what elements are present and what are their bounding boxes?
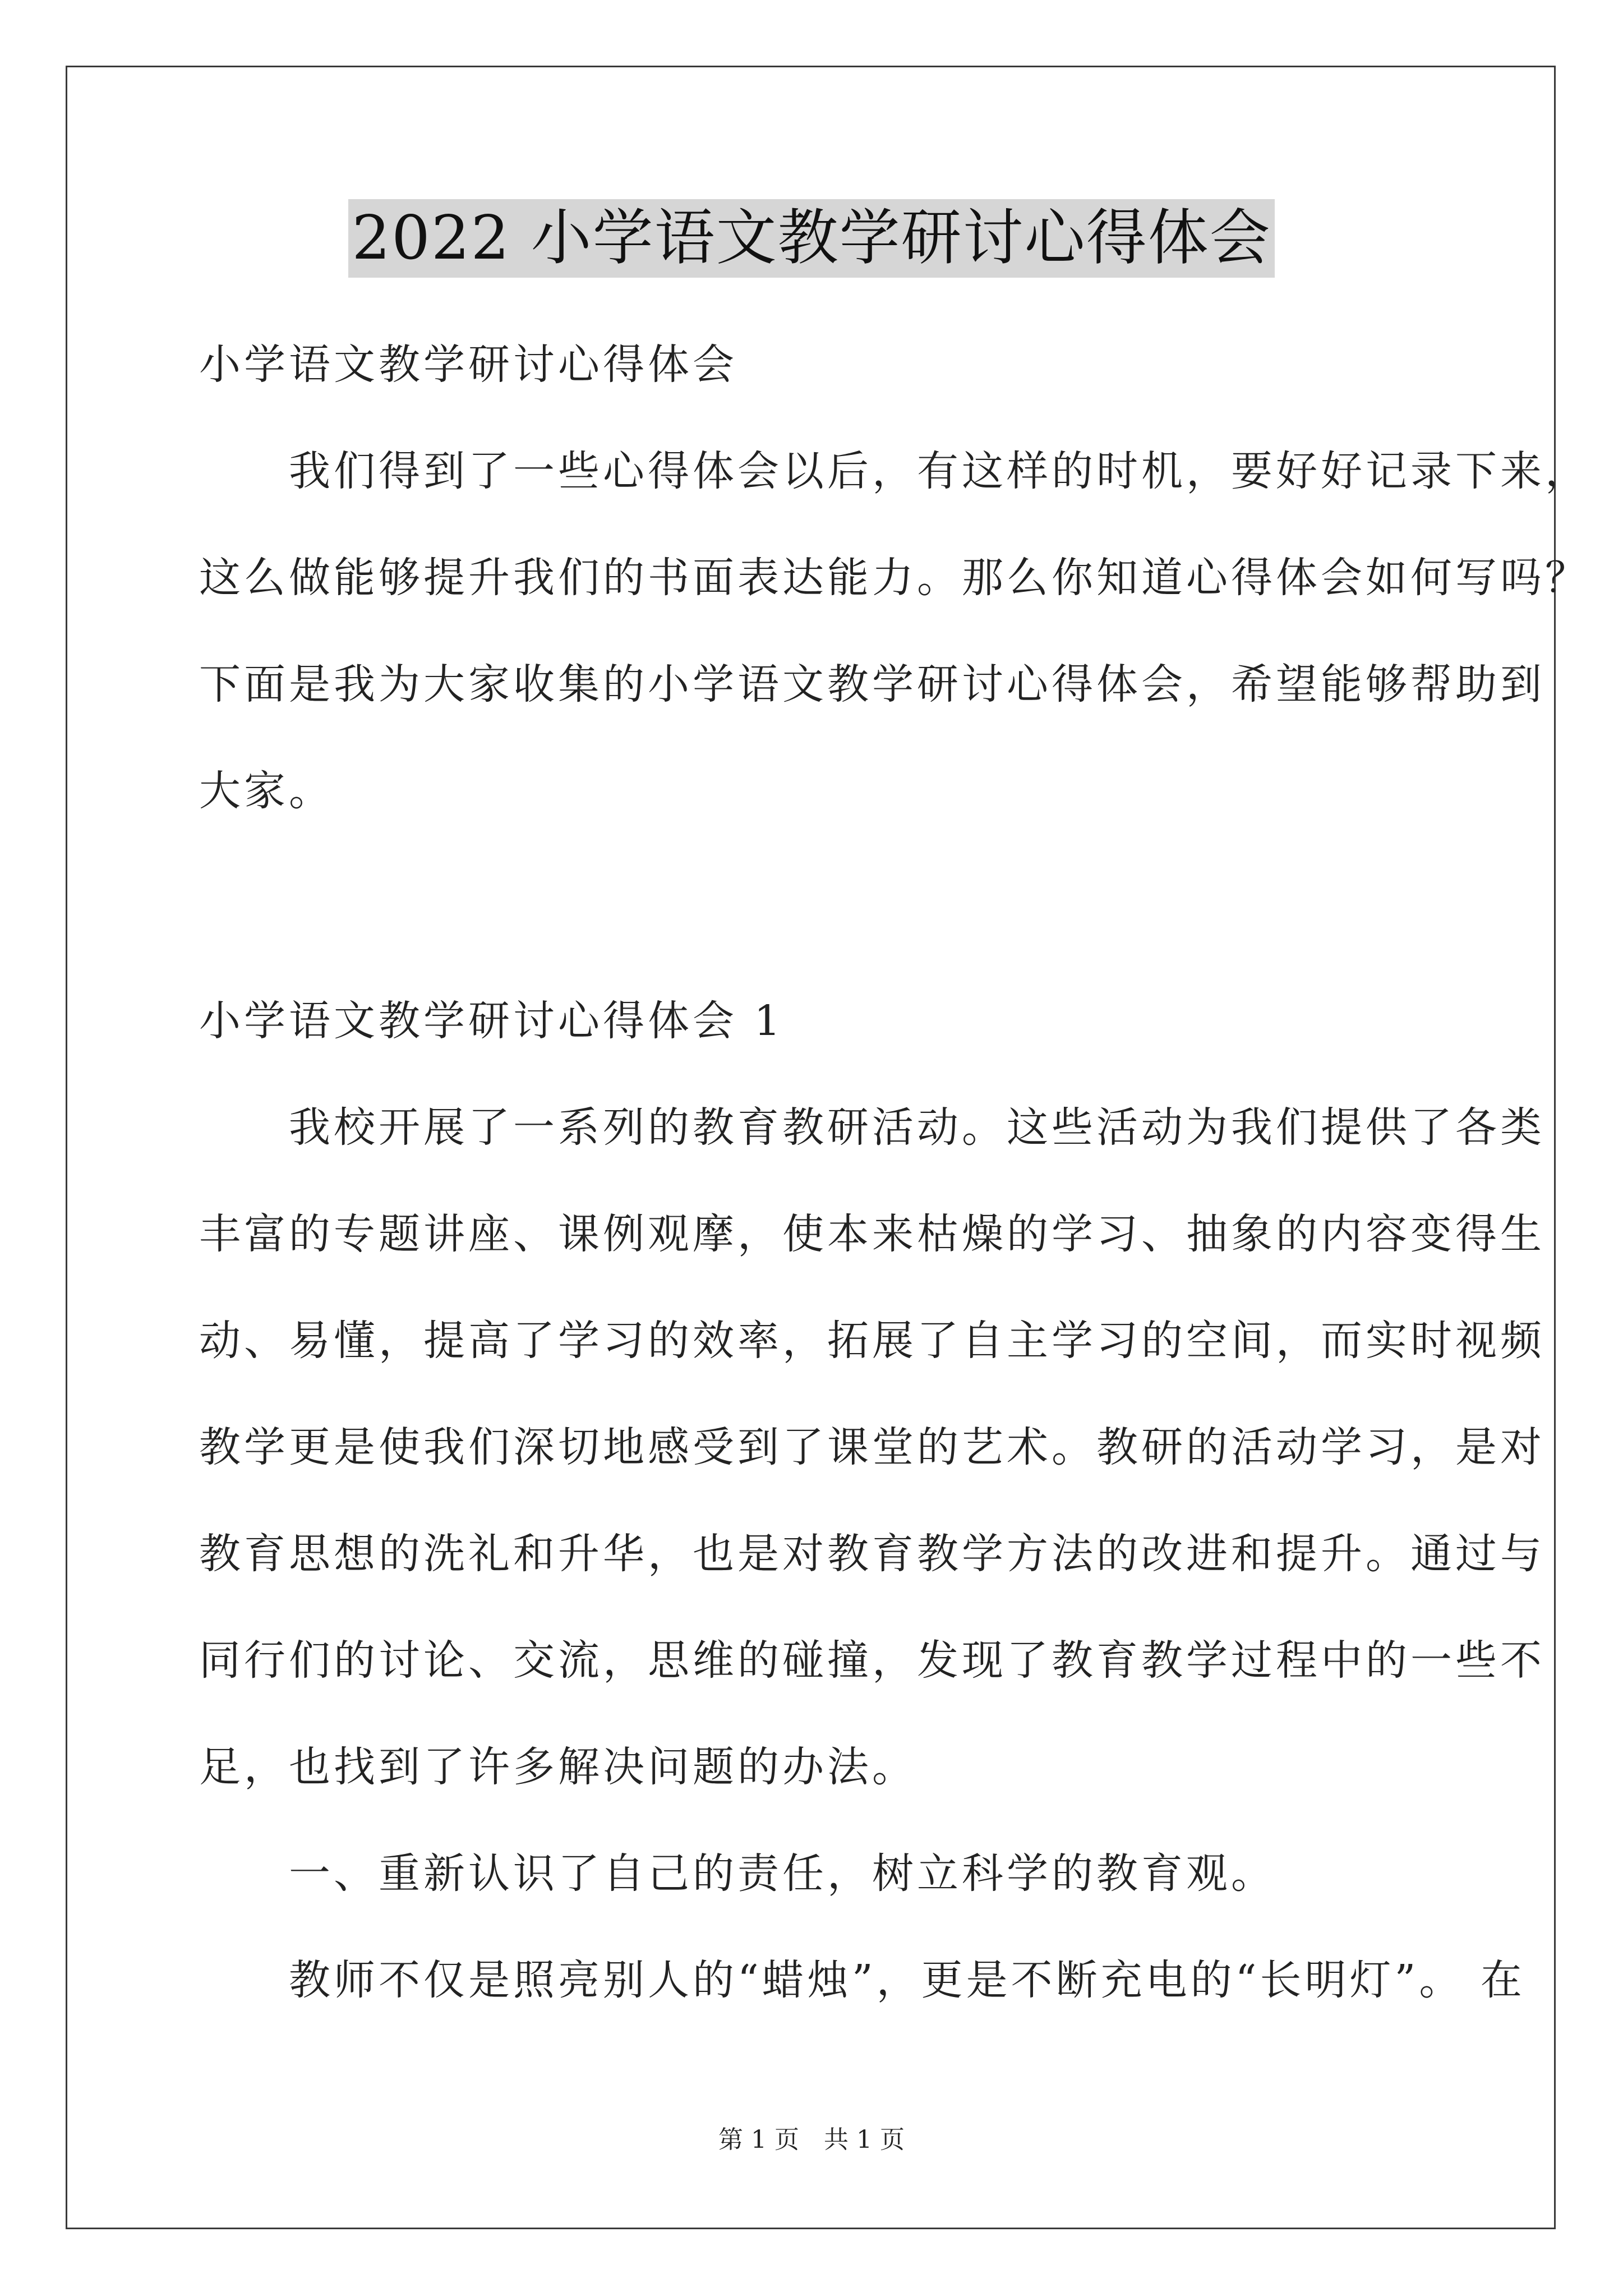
section-heading: 小学语文教学研讨心得体会 1	[199, 997, 784, 1045]
paragraph-line: 教育思想的洗礼和升华，也是对教育教学方法的改进和提升。通过与	[199, 1530, 1545, 1578]
paragraph-line: 教师不仅是照亮别人的“蜡烛”，更是不断充电的“长明灯”。 在	[199, 1956, 1525, 2004]
paragraph-line: 我校开展了一系列的教育教研活动。这些活动为我们提供了各类	[199, 1103, 1545, 1152]
paragraph-line: 足，也找到了许多解决问题的办法。	[199, 1743, 917, 1791]
paragraph-line: 动、易懂，提高了学习的效率，拓展了自主学习的空间，而实时视频	[199, 1317, 1545, 1365]
section-heading: 小学语文教学研讨心得体会	[199, 341, 737, 389]
title-container	[0, 199, 1623, 278]
page-footer: 第 1 页 共 1 页	[718, 2125, 905, 2154]
paragraph-line: 丰富的专题讲座、课例观摩，使本来枯燥的学习、抽象的内容变得生	[199, 1210, 1545, 1258]
document-title: 2022 小学语文教学研讨心得体会	[348, 199, 1274, 278]
paragraph-line: 下面是我为大家收集的小学语文教学研讨心得体会，希望能够帮助到	[199, 660, 1545, 708]
paragraph-line: 同行们的讨论、交流，思维的碰撞，发现了教育教学过程中的一些不	[199, 1636, 1545, 1685]
paragraph-line: 一、重新认识了自己的责任，树立科学的教育观。	[199, 1849, 1276, 1898]
paragraph-line: 这么做能够提升我们的书面表达能力。那么你知道心得体会如何写吗？	[199, 554, 1590, 602]
paragraph-line: 我们得到了一些心得体会以后，有这样的时机，要好好记录下来，	[199, 447, 1590, 495]
paragraph-line: 大家。	[199, 767, 334, 815]
paragraph-line: 教学更是使我们深切地感受到了课堂的艺术。教研的活动学习，是对	[199, 1423, 1545, 1471]
